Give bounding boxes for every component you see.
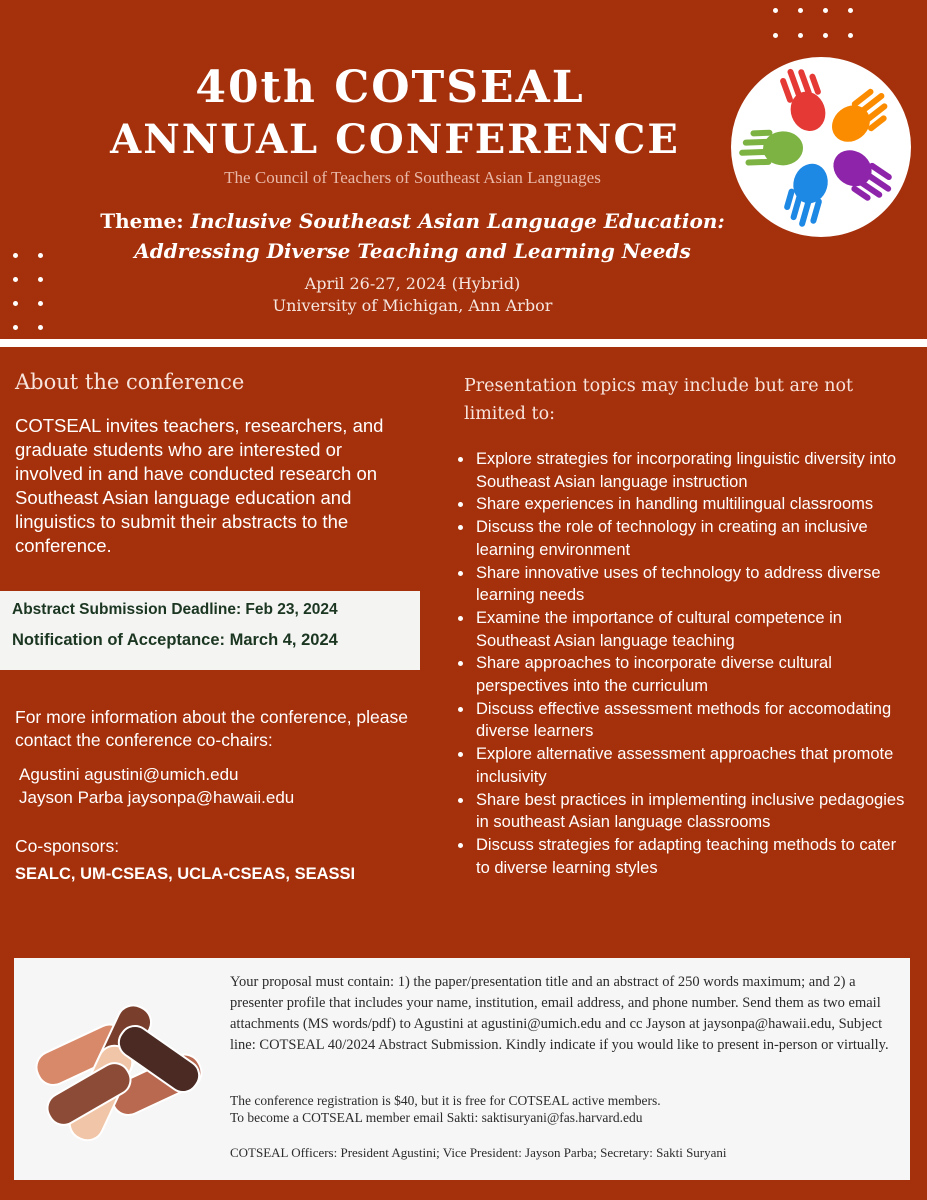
organization-subtitle: The Council of Teachers of Southeast Asian Languages — [224, 168, 601, 187]
cosponsors-list: SEALC, UM-CSEAS, UCLA-CSEAS, SEASSI — [15, 865, 356, 883]
about-heading: About the conference — [15, 370, 245, 394]
conference-date: April 26-27, 2024 (Hybrid) — [304, 274, 521, 293]
notification-date: Notification of Acceptance: March 4, 2024 — [12, 631, 338, 649]
deadlines-box — [0, 591, 420, 670]
registration-info — [230, 1092, 890, 1126]
topics-list — [456, 448, 914, 879]
co-chairs — [19, 763, 294, 809]
list-item: • Discuss the role of technology in creating an inclusive learning environment — [474, 516, 914, 561]
conference-date-location — [0, 273, 825, 317]
hands-logo-icon — [731, 57, 911, 237]
registration-fee: The conference registration is $40, but it is free for COTSEAL active members. — [230, 1093, 661, 1108]
joined-hands-icon — [24, 983, 214, 1158]
conference-title-line1: 40th COTSEAL — [195, 62, 585, 113]
about-text: COTSEAL invites teachers, researchers, and graduate students who are interested or involved in and have conducted research on Southeast Asian language education and linguistics to submit their abstracts to the conference. — [15, 415, 384, 556]
list-item: • Discuss effective assessment methods for accomodating diverse learners — [474, 698, 914, 743]
submission-info-box — [14, 958, 910, 1180]
section-divider — [0, 339, 927, 347]
co-chair-agustini: Agustini agustini@umich.edu — [19, 765, 239, 784]
list-item: • Share innovative uses of technology to address diverse learning needs — [474, 562, 914, 607]
list-item: • Explore strategies for incorporating linguistic diversity into Southeast Asian language instruction — [474, 448, 914, 493]
theme-label: Theme: — [100, 209, 184, 233]
cosponsors-heading: Co-sponsors: — [15, 836, 120, 856]
conference-theme — [0, 206, 825, 266]
list-item: • Share approaches to incorporate diverse cultural perspectives into the curriculum — [474, 652, 914, 697]
abstract-deadline: Abstract Submission Deadline: Feb 23, 2024 — [12, 601, 338, 618]
list-item: • Discuss strategies for adapting teaching methods to cater to diverse learning styles — [474, 834, 914, 879]
cotseal-hands-logo — [731, 57, 911, 237]
proposal-instructions: Your proposal must contain: 1) the paper/presentation title and an abstract of 250 words maximum; and 2) a presenter profile that includes your name, institution, email address, and phone number. Send them as two email attachments (MS words/pdf) to Agustini at agustini@umich.edu and cc Jayson at jaysonpa@hawaii.edu, Subject line: COTSEAL 40/2024 Abstract Submission. Kindly indicate if you would like to present in-person or virtually. — [230, 974, 889, 1053]
contact-text: For more information about the conference, please contact the conference co-chairs: — [15, 707, 408, 750]
decorative-dots-top — [773, 8, 853, 38]
conference-location: University of Michigan, Ann Arbor — [272, 296, 553, 315]
co-chair-parba: Jayson Parba jaysonpa@hawaii.edu — [19, 788, 295, 807]
list-item: • Share experiences in handling multilingual classrooms — [474, 493, 914, 516]
theme-line2: Addressing Diverse Teaching and Learning Needs — [134, 239, 691, 263]
list-item: • Examine the importance of cultural competence in Southeast Asian language teaching — [474, 607, 914, 652]
officers-list: COTSEAL Officers: President Agustini; Vice President: Jayson Parba; Secretary: Sakti Suryani — [230, 1145, 727, 1160]
topics-heading: Presentation topics may include but are not limited to: — [464, 376, 854, 424]
conference-title-line2: ANNUAL CONFERENCE — [110, 116, 680, 163]
membership-info: To become a COTSEAL member email Sakti: saktisuryani@fas.harvard.edu — [230, 1110, 643, 1125]
theme-line1: Inclusive Southeast Asian Language Education: — [190, 209, 725, 233]
list-item: • Explore alternative assessment approaches that promote inclusivity — [474, 743, 914, 788]
list-item: • Share best practices in implementing inclusive pedagogies in southeast Asian language classrooms — [474, 789, 914, 834]
